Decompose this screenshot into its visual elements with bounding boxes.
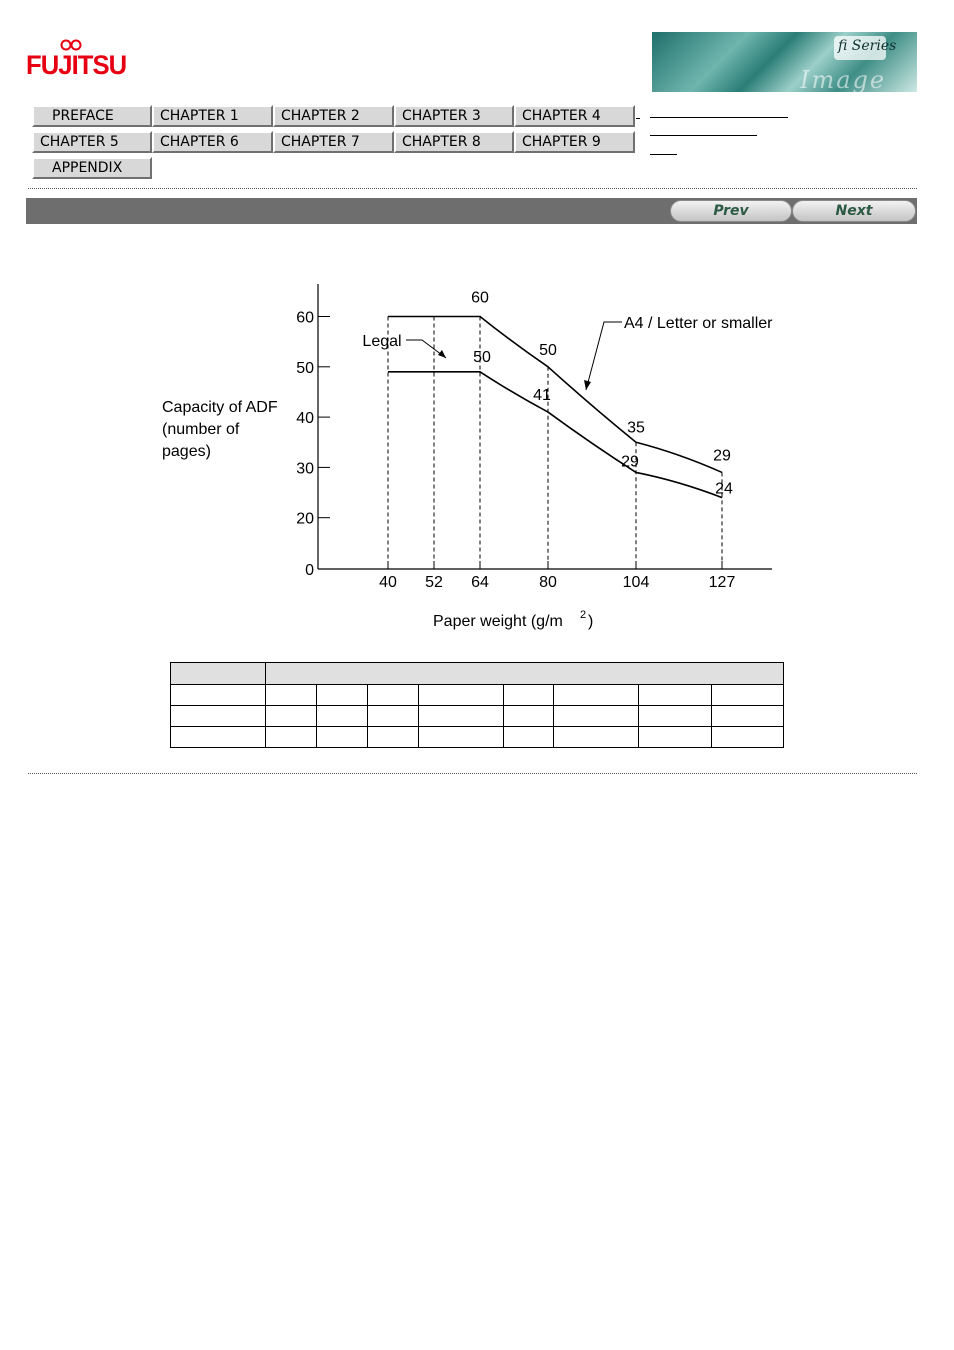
series-a4-letter-line	[388, 317, 722, 473]
table-cell	[266, 663, 784, 685]
table-cell	[266, 727, 317, 748]
table-cell	[266, 706, 317, 727]
y-tick-label: 50	[296, 359, 314, 377]
a4-arrow-icon	[584, 380, 591, 390]
nav-chapter-8-button[interactable]: CHAPTER 8	[394, 131, 514, 153]
x-axis-title-end: )	[588, 613, 594, 630]
logo-text: FUJITSU	[26, 50, 127, 80]
table-cell	[368, 727, 419, 748]
nav-chapter-5-button[interactable]: CHAPTER 5	[32, 131, 152, 153]
table-cell	[554, 727, 639, 748]
table-cell	[639, 685, 712, 706]
next-button[interactable]: Next	[792, 200, 916, 222]
nav-appendix-button[interactable]: APPENDIX	[32, 157, 152, 179]
table-cell	[171, 685, 266, 706]
nav-chapter-2-button[interactable]: CHAPTER 2	[273, 105, 394, 127]
nav-chapter-7-button[interactable]: CHAPTER 7	[273, 131, 394, 153]
nav-chapter-6-button[interactable]: CHAPTER 6	[152, 131, 273, 153]
nav-chapter-9-button[interactable]: CHAPTER 9	[514, 131, 635, 153]
fi-series-banner	[652, 32, 917, 122]
x-tick-label: 104	[622, 574, 650, 591]
series-legal-line	[388, 372, 722, 498]
y-tick-label: 60	[296, 309, 314, 327]
table-cell	[368, 706, 419, 727]
table-cell	[554, 706, 639, 727]
legal-arrow-icon	[438, 350, 446, 358]
y-tick-label: 0	[305, 562, 314, 579]
table-cell	[171, 706, 266, 727]
x-tick-label: 52	[425, 574, 443, 591]
x-tick-label: 80	[539, 574, 557, 591]
table-row	[171, 685, 784, 706]
table-row	[171, 727, 784, 748]
table-cell	[712, 685, 784, 706]
nav-chapter-3-button[interactable]: CHAPTER 3	[394, 105, 514, 127]
y-tick-label: 30	[296, 460, 314, 478]
data-label: 41	[533, 387, 551, 405]
y-axis-title: (number of	[162, 421, 240, 438]
nav-link-3[interactable]	[650, 154, 677, 155]
y-tick-label: 40	[296, 410, 314, 428]
capacity-table	[170, 662, 784, 748]
table-header-row	[171, 663, 784, 685]
table-cell	[317, 685, 368, 706]
a4-leader-line	[586, 322, 622, 390]
x-tick-label: 40	[379, 574, 397, 591]
x-tick-label: 127	[708, 574, 736, 591]
table-cell	[639, 706, 712, 727]
table-cell	[368, 685, 419, 706]
legend-legal: Legal	[362, 333, 402, 350]
x-tick-label: 64	[471, 574, 489, 591]
table-cell	[419, 727, 504, 748]
nav-link-2[interactable]	[650, 135, 757, 136]
data-label: 50	[473, 348, 491, 366]
nav-chapter-1-button[interactable]: CHAPTER 1	[152, 105, 273, 127]
table-cell	[266, 685, 317, 706]
table-cell	[317, 727, 368, 748]
table-cell	[554, 685, 639, 706]
banner-scanner-text: Image Scanner	[800, 66, 915, 122]
bottom-divider	[28, 773, 917, 774]
top-divider	[28, 188, 917, 189]
data-label: 24	[715, 480, 733, 498]
fujitsu-logo	[26, 38, 127, 88]
x-axis-title-superscript: 2	[580, 609, 587, 621]
legend-a4-letter: A4 / Letter or smaller	[624, 315, 773, 332]
banner-series-text: fi Series	[838, 38, 897, 54]
table-cell	[419, 685, 504, 706]
data-label: 60	[471, 289, 489, 307]
data-label: 29	[621, 453, 639, 471]
data-label: 35	[627, 419, 645, 437]
data-label: 50	[539, 341, 557, 359]
nav-link-dash	[636, 118, 640, 119]
data-label: 29	[713, 447, 731, 465]
y-axis-title: pages)	[162, 443, 211, 460]
table-cell	[171, 727, 266, 748]
adf-capacity-chart	[150, 270, 810, 650]
table-cell	[317, 706, 368, 727]
table-cell	[504, 706, 554, 727]
table-cell	[419, 706, 504, 727]
prev-button[interactable]: Prev	[670, 200, 792, 222]
nav-chapter-4-button[interactable]: CHAPTER 4	[514, 105, 635, 127]
table-cell	[639, 727, 712, 748]
table-cell	[712, 727, 784, 748]
table-row	[171, 706, 784, 727]
y-axis-title: Capacity of ADF	[162, 399, 278, 416]
table-cell	[712, 706, 784, 727]
nav-preface-button[interactable]: PREFACE	[32, 105, 152, 127]
y-tick-label: 20	[296, 510, 314, 528]
x-axis-title: Paper weight (g/m	[433, 613, 563, 630]
table-cell	[504, 727, 554, 748]
table-cell	[171, 663, 266, 685]
nav-link-1[interactable]	[650, 117, 788, 118]
table-cell	[504, 685, 554, 706]
